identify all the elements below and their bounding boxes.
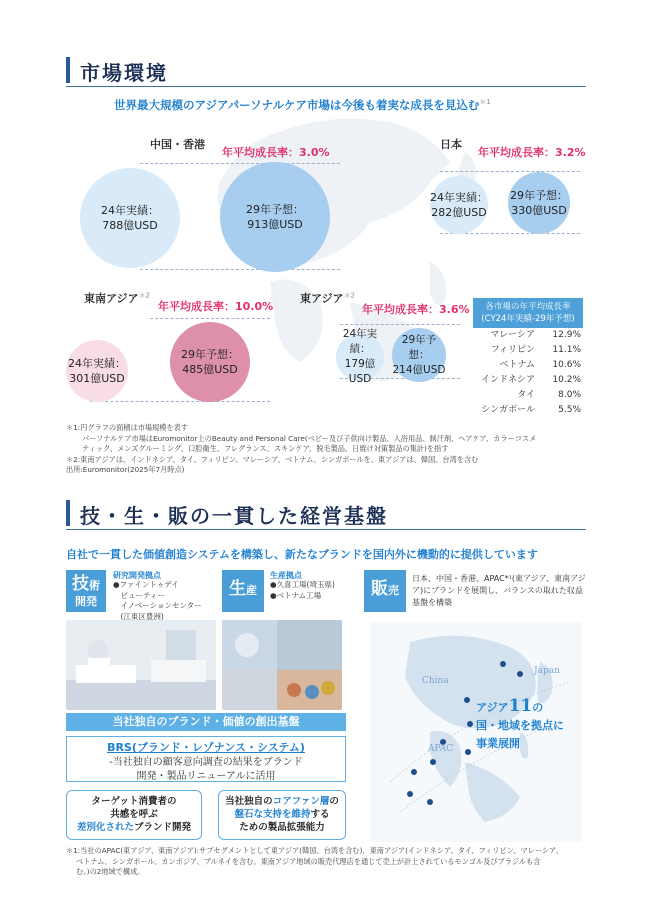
forecast-value: 913億USD bbox=[247, 218, 303, 231]
note-line: 出所:Euromonitor(2025年7月時点) bbox=[66, 465, 185, 474]
asia-text-part: アジア bbox=[476, 701, 509, 714]
growth-value: 11.1% bbox=[552, 345, 581, 355]
box-small-char: 術 bbox=[89, 579, 100, 592]
production-list bbox=[270, 580, 335, 601]
foundation-lead: 自社で一貫した価値創造システムを構築し、新たなブランドを国内外に機動的に提供しています bbox=[66, 548, 538, 561]
forecast-value: 485億USD bbox=[182, 363, 238, 376]
table-row bbox=[473, 343, 583, 358]
table-row bbox=[473, 373, 583, 388]
table-row bbox=[473, 403, 583, 418]
map-label-apac: APAC bbox=[428, 744, 454, 754]
region-label-japan: 日本 bbox=[440, 138, 462, 151]
text-line: 日本、中国・香港、APAC*¹(東アジア、東南アジ bbox=[412, 574, 586, 583]
circle-east-forecast bbox=[392, 328, 446, 382]
guide-line bbox=[140, 163, 340, 164]
growth-rate-table bbox=[473, 298, 583, 418]
circle-china-actual bbox=[80, 168, 180, 268]
country-name: フィリピン bbox=[490, 345, 535, 355]
list-item: ●久喜工場(埼玉県) bbox=[270, 580, 335, 589]
text-line: ア)にブランドを展開し、バランスの取れた収益 bbox=[412, 586, 583, 595]
core-fan-box bbox=[218, 790, 346, 840]
country-name: シンガポール bbox=[481, 405, 535, 415]
guide-line bbox=[340, 324, 460, 325]
region-label-east bbox=[300, 290, 355, 306]
market-lead bbox=[114, 97, 491, 113]
table-row bbox=[473, 388, 583, 403]
region-label-china: 中国・香港 bbox=[150, 138, 205, 151]
text-line: 基盤を構築 bbox=[412, 598, 452, 607]
rate-japan: 年平均成長率：3.2% bbox=[478, 146, 586, 159]
sales-text bbox=[412, 573, 586, 609]
map-label-japan: Japan bbox=[534, 666, 560, 676]
pill-text: する bbox=[310, 809, 330, 820]
asia-text-line: 国・地域を拠点に bbox=[476, 719, 564, 732]
pill-line: ための製品拡張能力 bbox=[239, 822, 325, 833]
rate-china: 年平均成長率：3.0% bbox=[222, 146, 330, 159]
asia-text-line: 事業展開 bbox=[476, 737, 520, 750]
foundation-notes bbox=[66, 846, 596, 878]
map-label-china: China bbox=[422, 676, 449, 686]
note-line: ＊1:円グラフの面積は市場規模を表す bbox=[66, 423, 188, 432]
production-title: 生産拠点 bbox=[270, 571, 302, 580]
forecast-value: 214億USD bbox=[392, 363, 446, 376]
box-line2: 開発 bbox=[75, 595, 97, 608]
circle-japan-forecast bbox=[508, 172, 570, 234]
country-name: ベトナム bbox=[499, 360, 535, 370]
box-production bbox=[222, 570, 264, 612]
section-heading-foundation bbox=[66, 498, 586, 530]
lead-footnote-mark: ＊1 bbox=[479, 98, 491, 107]
brs-box bbox=[66, 736, 346, 782]
circle-sea-actual bbox=[66, 340, 128, 402]
circle-east-actual bbox=[336, 328, 384, 385]
box-big-char: 販 bbox=[371, 579, 388, 599]
note-line: パーソナルケア市場はEuromonitor上のBeauty and Personal Care(ベビー及び子供向け製品、入浴用品、制汗剤、ヘアケア、カラーコスメ bbox=[82, 433, 537, 443]
pill-highlight: コアファン層 bbox=[272, 796, 330, 807]
box-small-char: 売 bbox=[388, 584, 399, 597]
growth-value: 5.5% bbox=[558, 405, 581, 415]
brs-line2: 開発・製品リニューアルに活用 bbox=[136, 771, 276, 782]
list-item: イノベーションセンター bbox=[113, 601, 202, 610]
pill-text: の bbox=[329, 796, 339, 807]
rate-sea: 年平均成長率：10.0% bbox=[158, 300, 274, 313]
rate-east: 年平均成長率：3.6% bbox=[362, 303, 470, 316]
actual-value: 179億USD bbox=[344, 358, 376, 385]
asia-text-part: の bbox=[532, 701, 544, 714]
pill-line: 共感を呼ぶ bbox=[110, 809, 158, 820]
note-line: ティック、メンズグルーミング、口腔衛生、フレグランス、スキンケア、脱毛製品、日焼け対策製品の集計)を指す bbox=[82, 444, 449, 453]
guide-line bbox=[440, 171, 580, 172]
note-line: む。)の2地域で構成。 bbox=[76, 867, 145, 876]
note-line: ベトナム、シンガポール、カンボジア、ブルネイを含む。東南アジア地域の販売代理店を通じて売上が計上されているモンゴル及びブラジルも含 bbox=[76, 856, 541, 866]
region-label-sea bbox=[84, 290, 150, 306]
box-small-char: 産 bbox=[246, 584, 257, 597]
growth-value: 10.2% bbox=[552, 375, 581, 385]
heading-text: 技・生・販の一貫した経営基盤 bbox=[80, 504, 388, 528]
footnote-mark: ＊2 bbox=[138, 291, 151, 300]
factory-photo bbox=[222, 620, 342, 710]
forecast-label: 29年予想： bbox=[181, 348, 239, 361]
forecast-label: 29年予想： bbox=[401, 333, 437, 361]
brand-foundation-banner: 当社独自のブランド・価値の創出基盤 bbox=[66, 713, 346, 731]
actual-label: 24年実績： bbox=[342, 328, 378, 355]
asia-11-text bbox=[476, 697, 564, 753]
table-header-line1: 各市場の年平均成長率 bbox=[485, 302, 571, 312]
circle-japan-actual bbox=[430, 176, 488, 234]
forecast-value: 330億USD bbox=[511, 204, 567, 217]
list-item: (江東区豊洲) bbox=[113, 611, 164, 621]
heading-text: 市場環境 bbox=[80, 61, 168, 85]
actual-label: 24年実績： bbox=[101, 204, 159, 217]
market-lead-text: 世界最大規模のアジアパーソナルケア市場は今後も着実な成長を見込む bbox=[114, 98, 480, 112]
pill-text: 当社独自の bbox=[225, 796, 273, 807]
pill-highlight: 盤石な支持を維持 bbox=[234, 809, 311, 820]
guide-line bbox=[90, 401, 270, 402]
list-item: ●ベトナム工場 bbox=[270, 590, 322, 600]
pill-highlight: 差別化された bbox=[76, 822, 134, 833]
box-big-char: 技 bbox=[72, 574, 89, 594]
pill-line: ターゲット消費者の bbox=[91, 796, 177, 807]
growth-value: 10.6% bbox=[552, 360, 581, 370]
brs-title: BRS(ブランド・レゾナンス・システム) bbox=[107, 741, 305, 754]
pill-text: ブランド開発 bbox=[134, 822, 192, 833]
heading-bar bbox=[66, 57, 70, 83]
forecast-label: 29年予想： bbox=[246, 203, 304, 216]
table-row bbox=[473, 358, 583, 373]
rd-list bbox=[113, 580, 202, 622]
guide-line bbox=[140, 269, 340, 270]
growth-value: 12.9% bbox=[552, 330, 581, 340]
actual-label: 24年実績： bbox=[430, 191, 488, 204]
rd-title: 研究開発拠点 bbox=[113, 571, 161, 580]
actual-value: 282億USD bbox=[431, 206, 487, 219]
brs-line1: -当社独自の顧客意向調査の結果をブランド bbox=[109, 757, 303, 768]
list-item: ビューティー bbox=[113, 590, 165, 600]
growth-value: 8.0% bbox=[558, 390, 581, 400]
table-header-line2: (CY24年実績-29年予想) bbox=[481, 314, 575, 324]
actual-label: 24年実績： bbox=[68, 357, 126, 370]
asia-count: 11 bbox=[508, 696, 533, 716]
region-name: 東南アジア bbox=[84, 292, 139, 305]
region-name: 東アジア bbox=[300, 292, 344, 305]
box-big-char: 生 bbox=[229, 579, 246, 599]
table-header bbox=[473, 298, 583, 328]
footnote-mark: ＊2 bbox=[343, 291, 356, 300]
circle-china-forecast bbox=[220, 162, 330, 272]
country-name: インドネシア bbox=[481, 375, 535, 385]
actual-value: 301億USD bbox=[69, 372, 125, 385]
circle-sea-forecast bbox=[170, 322, 250, 402]
forecast-label: 29年予想： bbox=[510, 189, 568, 202]
note-line: ＊2:東南アジアは、インドネシア、タイ、フィリピン、マレーシア、ベトナム、シンガポールを、東アジアは、韓国、台湾を含む bbox=[66, 454, 479, 464]
box-sales bbox=[364, 570, 406, 612]
table-row bbox=[473, 328, 583, 343]
table-body bbox=[473, 328, 583, 418]
note-line: ＊1:当社のAPAC(東アジア、東南アジア):サブセグメントとして東アジア(韓国、台湾を含む)、東南アジア(インドネシア、タイ、フィリピン、マレーシア、 bbox=[66, 846, 563, 855]
guide-line bbox=[150, 318, 270, 319]
box-technology bbox=[66, 570, 106, 612]
actual-value: 788億USD bbox=[102, 219, 158, 232]
list-item: ●ファイントゥデイ bbox=[113, 580, 179, 589]
country-name: マレーシア bbox=[490, 330, 535, 340]
target-consumer-box bbox=[66, 790, 202, 840]
rd-lab-photo bbox=[66, 620, 216, 710]
heading-bar bbox=[66, 500, 70, 526]
section-heading-market bbox=[66, 55, 586, 87]
country-name: タイ bbox=[517, 390, 535, 400]
market-notes bbox=[66, 423, 596, 476]
